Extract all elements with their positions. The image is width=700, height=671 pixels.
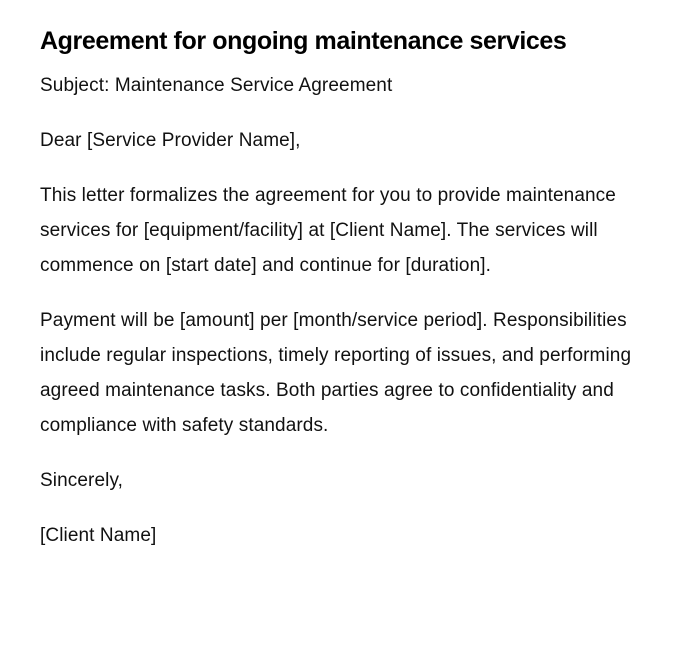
closing: Sincerely, — [40, 470, 124, 491]
signature: [Client Name] — [40, 525, 157, 546]
subject-line: Subject: Maintenance Service Agreement — [40, 75, 393, 96]
greeting: Dear [Service Provider Name], — [40, 130, 301, 151]
body-paragraph-services: This letter formalizes the agreement for you to provide maintenance services for [equipment/facility] at [Client Name]. The services will commence on [start date] and continue for [duration]. — [40, 185, 616, 276]
body-paragraph-payment: Payment will be [amount] per [month/service period]. Responsibilities include regular inspections, timely reporting of issues, and performing agreed maintenance tasks. Both parties agree to confidentiality and compliance with safety standards. — [40, 310, 632, 436]
document-title: Agreement for ongoing maintenance services — [40, 27, 567, 55]
